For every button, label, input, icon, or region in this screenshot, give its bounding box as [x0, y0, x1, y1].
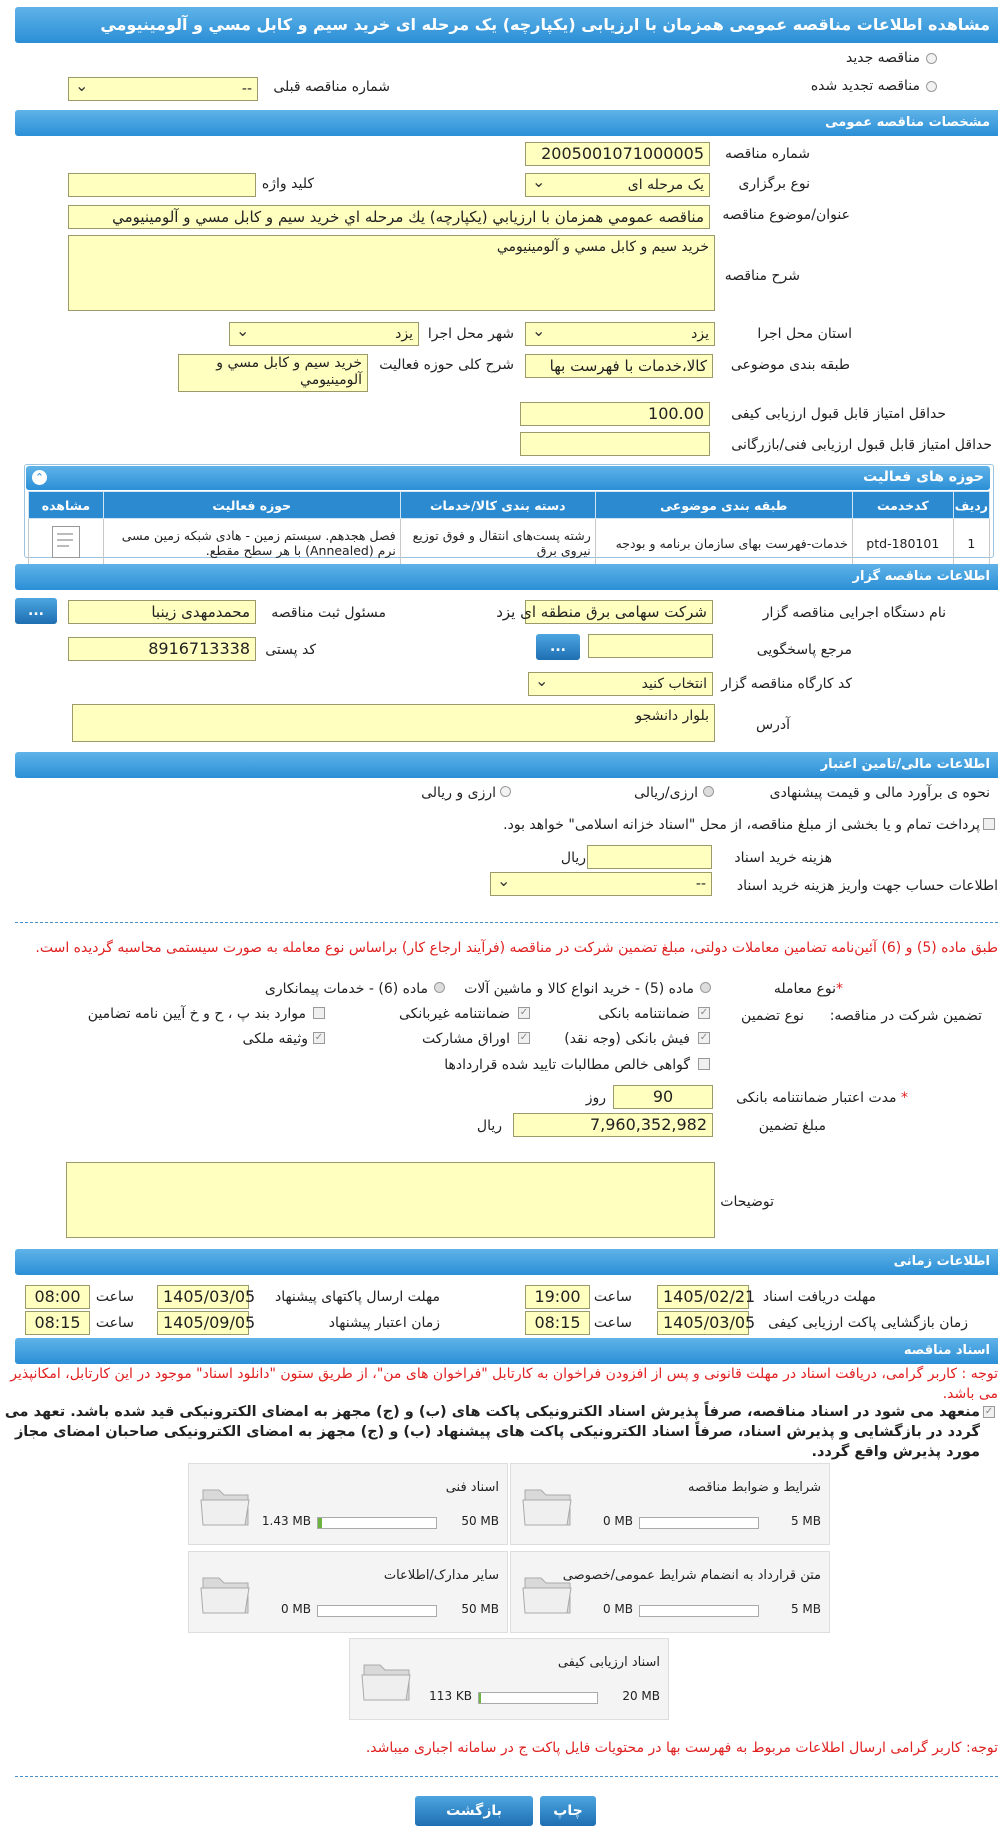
validity-text: مدت اعتبار ضمانتنامه بانکی — [736, 1090, 897, 1106]
treasury-label: پرداخت تمام و یا بخشی از مبلغ مناقصه، از محل "اسناد خزانه اسلامی" خواهد بود. — [503, 817, 980, 833]
docs-header: اسناد مناقصه — [15, 1338, 998, 1364]
deal-opt1-radio[interactable] — [700, 982, 711, 993]
min-tech-field — [520, 432, 710, 456]
type-bonds-label: اوراق مشارکت — [421, 1031, 510, 1047]
ref-label: مرجع پاسخگویی — [756, 642, 852, 658]
doc-cost-field — [587, 845, 712, 869]
type-cash-label: فیش بانکی (وجه نقد) — [564, 1031, 690, 1047]
method-opt1-label: ارزی/ریالی — [634, 785, 698, 801]
renewed-tender-radio[interactable] — [926, 81, 937, 92]
method-label: نحوه ی برآورد مالی و قیمت پیشنهادی — [769, 785, 990, 801]
divider — [15, 922, 998, 923]
finance-header: اطلاعات مالی/تامین اعتبار — [15, 752, 998, 778]
divider — [15, 1776, 998, 1777]
doc-card-title: اسناد فنی — [445, 1480, 499, 1495]
folder-icon — [358, 1651, 416, 1709]
category-field: کالا،خدمات با فهرست بها — [525, 354, 713, 378]
tender-no-label: شماره مناقصه — [725, 146, 810, 162]
city-label: شهر محل اجرا — [427, 326, 514, 342]
doc-card-current: 1.43 MB — [261, 1514, 311, 1528]
type-property-checkbox[interactable]: ✓ — [314, 1032, 324, 1043]
cell-group: رشته پست‌های انتقال و فوق توزیع نیروی برق — [400, 519, 595, 568]
col-code: کدخدمت — [852, 492, 953, 519]
province-select[interactable]: یزد ⌄ — [525, 322, 715, 346]
activities-table — [28, 491, 990, 568]
deal-type-label: *نوع معامله — [773, 981, 843, 997]
docs-commit: منعهد می شود در اسناد مناقصه، صرفاً پذیرش اسناد الکترونیکی پاکت های (ب) و (ج) مجهز به امضای الکترونیکی قید شده باشد. تعهد می گردد در بازگشایی و پذیرش اسناد، صرفاً اسناد الکترونیکی پاکت های پیشنهاد (ب) و (ج) مجهز به امضای الکترونیکی صاحبان امضای مجاز مورد پذیرش واقع گردد. — [4, 1404, 980, 1460]
type-clause-checkbox[interactable] — [313, 1007, 325, 1019]
doc-card[interactable] — [510, 1551, 830, 1633]
doc-card-title: شرایط و ضوابط مناقصه — [688, 1480, 821, 1495]
organizer-header: اطلاعات مناقصه گزار — [15, 564, 998, 590]
type-bank-label: ضمانتنامه بانکی — [598, 1006, 690, 1022]
activities-header-title: حوزه های فعالیت — [863, 469, 984, 485]
doc-card[interactable] — [510, 1463, 830, 1545]
deal-opt2-label: ماده (6) - خدمات پیمانکاری — [264, 981, 428, 997]
amount-label: مبلغ تضمین — [758, 1118, 826, 1134]
send-label: مهلت ارسال پاکتهای پیشنهاد — [274, 1289, 440, 1305]
type-claims-label: گواهی خالص مطالبات تایید شده قراردادها — [444, 1057, 690, 1073]
valid-time-label: ساعت — [95, 1315, 134, 1331]
type-nonbank-checkbox[interactable]: ✓ — [519, 1007, 529, 1018]
type-claims-checkbox[interactable] — [698, 1058, 710, 1070]
doc-card-progress-fill — [479, 1693, 481, 1703]
doc-card[interactable] — [349, 1638, 669, 1720]
responsible-more-button[interactable]: ... — [15, 598, 57, 624]
deal-type-text: نوع معامله — [773, 981, 836, 997]
subject-field: مناقصه عمومي همزمان با ارزيابي (يكپارچه) يك مرحله اي خريد سيم و كابل مسي و آلومينيومي — [68, 205, 710, 229]
min-quality-label: حداقل امتیاز قابل قبول ارزیابی کیفی — [731, 406, 946, 422]
page-title-bar — [15, 7, 998, 43]
receive-date: 1405/02/21 — [657, 1285, 749, 1309]
validity-label: * مدت اعتبار ضمانتنامه بانکی — [736, 1090, 908, 1106]
folder-icon — [519, 1564, 577, 1622]
doc-card-max: 5 MB — [790, 1514, 821, 1528]
doc-card-progress — [317, 1517, 437, 1529]
doc-card[interactable] — [188, 1551, 508, 1633]
docs-footer-notice: توجه: کاربر گرامی ارسال اطلاعات مربوط به فهرست بها در محتویات فایل پاکت ج در سامانه اجباری میباشد. — [365, 1740, 998, 1756]
cell-row: 1 — [953, 519, 989, 568]
subject-label: عنوان/موضوع مناقصه — [722, 207, 850, 223]
renewed-tender-label: مناقصه تجدید شده — [810, 78, 920, 94]
doc-card-current: 0 MB — [602, 1602, 633, 1616]
desc-label: شرح مناقصه — [724, 268, 800, 284]
activity-desc-field: خريد سيم و كابل مسي و آلومينيومي — [178, 354, 368, 392]
doc-card-max: 20 MB — [622, 1689, 660, 1703]
cell-code: ptd-180101 — [852, 519, 953, 568]
col-field: حوزه فعالیت — [103, 492, 400, 519]
new-tender-radio[interactable] — [926, 53, 937, 64]
timing-header: اطلاعات زمانی — [15, 1249, 998, 1275]
activity-desc-label: شرح کلی حوزه فعالیت — [379, 357, 514, 373]
cell-view[interactable] — [29, 519, 104, 568]
prev-tender-select[interactable]: -- ⌄ — [68, 77, 258, 101]
type-nonbank-label: ضمانتنامه غیربانکی — [398, 1006, 510, 1022]
receive-time-label: ساعت — [593, 1289, 632, 1305]
type-cash-checkbox[interactable]: ✓ — [699, 1032, 709, 1043]
col-category: طبقه بندی موضوعی — [595, 492, 852, 519]
workshop-label: کد کارگاه مناقصه گزار — [721, 676, 852, 692]
doc-card-title: متن قرارداد به انضمام شرایط عمومی/خصوصی — [562, 1568, 821, 1583]
ref-field — [588, 634, 713, 658]
doc-card-progress — [639, 1517, 759, 1529]
type-property-label: وثیقه ملکی — [242, 1031, 308, 1047]
page-title: مشاهده اطلاعات مناقصه عمومی همزمان با ارزیابی (یکپارچه) یک مرحله ای خرید سیم و کابل مسي و آلومينيومي — [100, 15, 990, 34]
ref-more-button[interactable]: ... — [536, 634, 580, 660]
doc-card-progress-fill — [318, 1518, 322, 1528]
prev-tender-label: شماره مناقصه قبلی — [273, 79, 390, 95]
doc-card-max: 50 MB — [461, 1602, 499, 1616]
guarantee-notice: طبق ماده (5) و (6) آئین‌نامه تضامین معاملات دولتی، مبلغ تضمین شرکت در مناقصه (فرآیند ارجاع کار) براساس نوع معامله به صورت سیستمی محاسبه گردیده است. — [35, 940, 998, 956]
open-date: 1405/03/05 — [657, 1311, 749, 1335]
postal-label: کد پستی — [265, 642, 316, 658]
folder-icon — [197, 1564, 255, 1622]
col-row: ردیف — [953, 492, 989, 519]
method-opt2-label: ارزی و ریالی — [421, 785, 496, 801]
hold-type-label: نوع برگزاری — [738, 176, 810, 192]
province-label: استان محل اجرا — [757, 326, 852, 342]
min-tech-label: حداقل امتیاز قابل قبول ارزیابی فنی/بازرگانی — [731, 437, 992, 453]
notes-label: توضیحات — [720, 1194, 774, 1210]
valid-time: 08:15 — [25, 1311, 90, 1335]
view-document-icon[interactable] — [52, 526, 80, 558]
category-label: طبقه بندی موضوعی — [730, 357, 850, 373]
hold-type-select[interactable]: یک مرحله ای ⌄ — [525, 173, 710, 197]
amount-field: 7,960,352,982 — [513, 1113, 713, 1137]
doc-card-title: سایر مدارک/اطلاعات — [383, 1568, 499, 1583]
doc-card-current: 0 MB — [602, 1514, 633, 1528]
cell-field: فصل هجدهم. سیستم زمین - هادی شبکه زمین مسی نرم (Annealed) با هر سطح مقطع. — [103, 519, 400, 568]
keyword-input[interactable] — [68, 173, 256, 197]
type-bonds-checkbox[interactable]: ✓ — [519, 1032, 529, 1043]
doc-card-progress — [478, 1692, 598, 1704]
address-label: آدرس — [756, 717, 790, 733]
doc-card-current: 113 KB — [429, 1689, 472, 1703]
responsible-label: مسئول ثبت مناقصه — [271, 605, 386, 621]
col-view: مشاهده — [29, 492, 104, 519]
doc-card-max: 50 MB — [461, 1514, 499, 1528]
docs-notice: توجه : کاربر گرامی، دریافت اسناد در مهلت قانونی و پس از افزودن فراخوان به کارتابل "فراخوان های من"، از طریق ستون "دانلود اسناد" موجود در این کارتابل، امکانپذیر می باشد. — [10, 1366, 998, 1402]
org-label: نام دستگاه اجرایی مناقصه گزار — [762, 605, 946, 621]
col-group: دسته بندی کالا/خدمات — [400, 492, 595, 519]
keyword-label: کلید واژه — [261, 176, 314, 192]
guarantee-section-label: تضمین شرکت در مناقصه: — [829, 1008, 982, 1024]
send-date: 1405/03/05 — [157, 1285, 249, 1309]
open-label: زمان بازگشایی پاکت ارزیابی کیفی — [768, 1315, 968, 1331]
amount-rial: ریال — [476, 1118, 502, 1134]
validity-day: روز — [585, 1090, 606, 1106]
table-row — [29, 519, 990, 568]
postal-field: 8916713338 — [68, 637, 256, 661]
receive-time: 19:00 — [525, 1285, 590, 1309]
deal-opt1-label: ماده (5) - خرید انواع کالا و ماشین آلات — [464, 981, 694, 997]
workshop-select[interactable]: انتخاب کنید ⌄ — [528, 672, 713, 696]
valid-label: زمان اعتبار پیشنهاد — [328, 1315, 440, 1331]
folder-icon — [519, 1476, 577, 1534]
doc-card-max: 5 MB — [790, 1602, 821, 1616]
min-quality-field: 100.00 — [520, 402, 710, 426]
notes-textarea[interactable] — [66, 1162, 715, 1238]
address-field: بلوار دانشجو — [72, 704, 715, 742]
deal-opt2-radio[interactable] — [434, 982, 445, 993]
method-opt2-radio[interactable] — [500, 786, 511, 797]
tender-no-field: 2005001071000005 — [525, 142, 710, 166]
valid-date: 1405/09/05 — [157, 1311, 249, 1335]
receive-label: مهلت دریافت اسناد — [762, 1289, 876, 1305]
new-tender-label: مناقصه جدید — [845, 50, 920, 66]
validity-field: 90 — [613, 1085, 713, 1109]
city-select[interactable]: یزد ⌄ — [229, 322, 419, 346]
doc-cost-label: هزینه خرید اسناد — [734, 850, 832, 866]
type-clause-label: موارد بند پ ، ح و خ آیین نامه تضامین — [87, 1006, 306, 1022]
desc-textarea[interactable]: خريد سيم و كابل مسي و آلومينيومي — [68, 235, 715, 311]
activities-header — [26, 466, 990, 490]
treasury-checkbox[interactable] — [983, 818, 995, 830]
type-bank-checkbox[interactable]: ✓ — [699, 1007, 709, 1018]
account-label: اطلاعات حساب جهت واریز هزینه خرید اسناد — [736, 878, 998, 894]
doc-cost-rial: ریال — [560, 850, 586, 866]
collapse-icon[interactable]: ⌃ — [32, 470, 47, 485]
doc-card-current: 0 MB — [280, 1602, 311, 1616]
send-time: 08:00 — [25, 1285, 90, 1309]
general-header: مشخصات مناقصه عمومی — [15, 110, 998, 136]
responsible-field: محمدمهدی زینبا — [68, 600, 256, 624]
folder-icon — [197, 1476, 255, 1534]
org-field: شرکت سهامی برق منطقه ای یزد — [525, 600, 713, 624]
commit-checkbox[interactable]: ✓ — [984, 1406, 994, 1417]
back-button[interactable]: بازگشت — [415, 1796, 533, 1826]
send-time-label: ساعت — [95, 1289, 134, 1305]
open-time-label: ساعت — [593, 1315, 632, 1331]
doc-card-progress — [317, 1605, 437, 1617]
doc-card[interactable] — [188, 1463, 508, 1545]
print-button[interactable]: چاپ — [540, 1796, 596, 1826]
account-select[interactable]: -- ⌄ — [490, 872, 712, 896]
doc-card-progress — [639, 1605, 759, 1617]
guarantee-type-label: نوع تضمین — [741, 1008, 804, 1024]
doc-card-title: اسناد ارزیابی کیفی — [557, 1655, 660, 1670]
method-opt1-radio[interactable] — [703, 786, 714, 797]
open-time: 08:15 — [525, 1311, 590, 1335]
cell-category: خدمات-فهرست بهای سازمان برنامه و بودجه — [595, 519, 852, 568]
